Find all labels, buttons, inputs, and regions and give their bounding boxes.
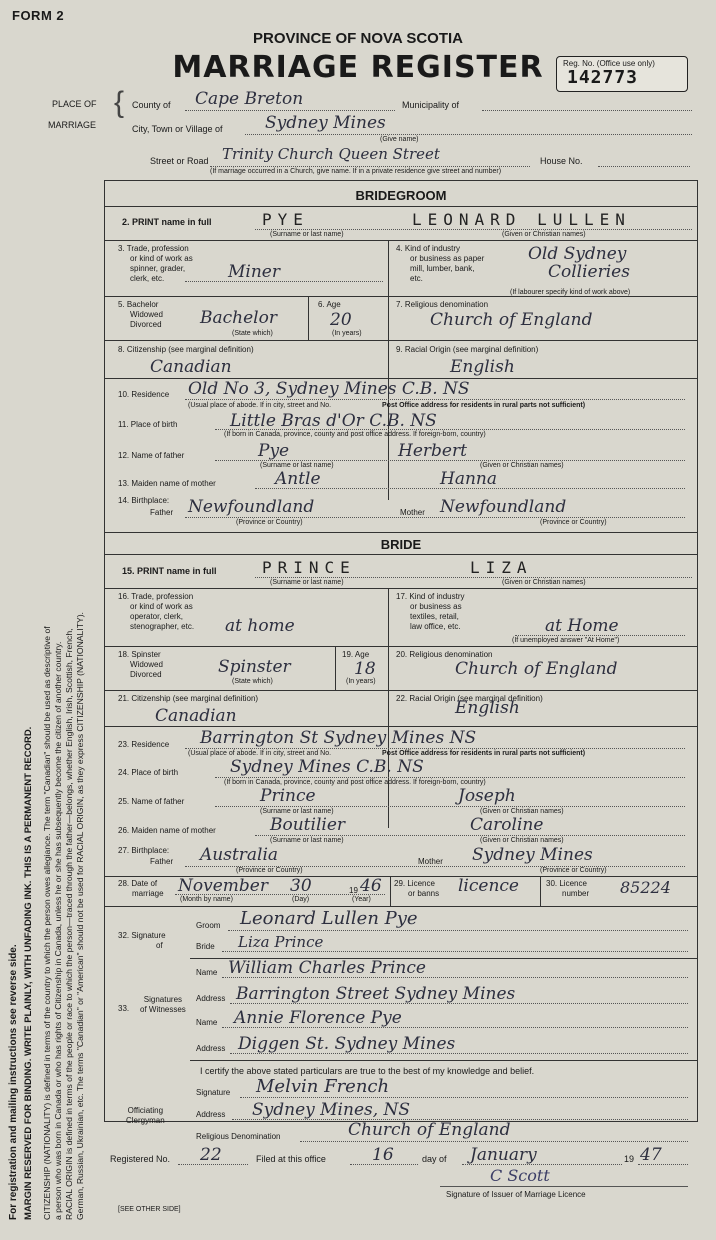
groom-trade-label: 3. Trade, profession or kind of work as spinner, grader, clerk, etc. xyxy=(118,244,193,283)
groom-mother-prov-caption: (Province or Country) xyxy=(540,519,607,526)
bride-industry-label: 17. Kind of industry or business as textiles, retail, law office, etc. xyxy=(396,592,465,631)
bride-residence-label: 23. Residence xyxy=(118,740,170,749)
filed-month: January xyxy=(470,1145,537,1165)
groom-parents-birthplace-label: 14. Birthplace: xyxy=(118,496,170,505)
bride-birthplace: Sydney Mines C.B. NS xyxy=(230,757,424,777)
bride-religion: Church of England xyxy=(455,659,618,679)
bride-signature: Liza Prince xyxy=(238,933,324,951)
bride-mother-label: 26. Maiden name of mother xyxy=(118,826,216,835)
groom-birthplace-caption: (If born in Canada, province, county and post office address. If foreign-born, country) xyxy=(224,431,486,438)
bride-citizenship-label: 21. Citizenship (see marginal definition) xyxy=(118,694,259,703)
issuer-signature-label: Signature of Issuer of Marriage Licence xyxy=(446,1190,586,1199)
certify-statement: I certify the above stated particulars are true to the best of my knowledge and belief. xyxy=(200,1066,535,1076)
marriage-date-label: 28. Date of marriage xyxy=(118,879,164,898)
groom-father-prov-caption: (Province or Country) xyxy=(236,519,303,526)
groom-industry-1: Old Sydney xyxy=(528,244,627,264)
bride-residence-caption-1: (Usual place of abode. If in city, street and No. xyxy=(188,750,332,757)
bride-trade-label: 16. Trade, profession or kind of work as operator, clerk, stenographer, etc. xyxy=(118,592,195,631)
place-label-2: MARRIAGE xyxy=(48,120,97,130)
margin-line-5: RACIAL ORIGIN is defined in terms of the people or race to which the person—traced through the father—belongs, whether English, Irish, Scottish, French, xyxy=(64,628,74,1220)
groom-father-given: Herbert xyxy=(398,441,467,461)
bride-father-given: Joseph xyxy=(458,786,516,806)
groom-surname: PYE xyxy=(262,210,309,229)
bride-mother-surname-caption: (Surname or last name) xyxy=(270,837,344,844)
groom-industry-label: 4. Kind of industry or business as paper mill, lumber, bank, etc. xyxy=(396,244,485,283)
groom-father-given-caption: (Given or Christian names) xyxy=(480,462,564,469)
groom-state-caption: (State which) xyxy=(232,330,273,337)
margin-line-3: CITIZENSHIP (NATIONALITY) is defined in terms of the country to which the person owes allegiance. The term "Canadian" should be used as descriptive of xyxy=(42,626,52,1220)
day-caption: (Day) xyxy=(292,896,310,903)
bride-age-label: 19. Age xyxy=(342,650,370,659)
bride-origin: English xyxy=(455,698,520,718)
clergy-address-label: Address xyxy=(196,1110,226,1119)
groom-citizenship-label: 8. Citizenship (see marginal definition) xyxy=(118,345,254,354)
witnesses-label: Signatures of Witnesses xyxy=(140,995,186,1014)
clergy-sig-label: Signature xyxy=(196,1088,231,1097)
margin-line-2: MARGIN RESERVED FOR BINDING. WRITE PLAINLY, WITH UNFADING INK. THIS IS A PERMANENT RECORD. xyxy=(23,726,34,1220)
groom-religion: Church of England xyxy=(430,310,593,330)
marriage-day: 30 xyxy=(290,876,312,896)
filed-year-prefix: 19 xyxy=(624,1154,635,1164)
groom-residence-caption-2: Post Office address for residents in rural parts not sufficient) xyxy=(382,402,586,409)
bride-state-caption: (State which) xyxy=(232,678,273,685)
groom-mother-label: 13. Maiden name of mother xyxy=(118,479,216,488)
groom-religion-label: 7. Religious denomination xyxy=(396,300,489,309)
bride-father-surname: Prince xyxy=(260,786,316,806)
witness1-name-label: Name xyxy=(196,968,218,977)
registered-no-label: Registered No. xyxy=(110,1154,171,1164)
groom-origin: English xyxy=(450,357,515,377)
bride-heading: BRIDE xyxy=(380,537,422,552)
county-label: County of xyxy=(132,100,171,110)
bride-sig-label: Bride xyxy=(196,942,215,951)
city-label: City, Town or Village of xyxy=(132,124,223,134)
groom-labourer-caption: (If labourer specify kind of work above) xyxy=(510,289,631,296)
groom-birthplace: Little Bras d'Or C.B. NS xyxy=(230,411,437,431)
filed-year: 47 xyxy=(640,1145,662,1165)
bride-father-prov-caption: (Province or Country) xyxy=(236,867,303,874)
place-label-1: PLACE OF xyxy=(52,99,97,109)
month-caption: (Month by name) xyxy=(180,896,233,903)
bride-name-label: 15. PRINT name in full xyxy=(122,566,217,576)
bride-birthplace-label: 24. Place of birth xyxy=(118,768,179,777)
registered-no: 22 xyxy=(200,1145,222,1165)
bride-surname: PRINCE xyxy=(262,558,356,577)
groom-mother-bp-label: Mother xyxy=(400,508,425,517)
licence-or-banns-label: 29. Licence or banns xyxy=(394,879,440,898)
county-value: Cape Breton xyxy=(195,89,304,109)
bride-given-caption: (Given or Christian names) xyxy=(502,579,586,586)
place-brace: { xyxy=(114,86,125,119)
clergy-religion: Church of England xyxy=(348,1120,511,1140)
groom-father-birthplace: Newfoundland xyxy=(188,497,315,517)
groom-father-label: 12. Name of father xyxy=(118,451,185,460)
clergy-signature: Melvin French xyxy=(256,1076,390,1097)
margin-line-1: For registration and mailing instructions see reverse side. xyxy=(8,944,19,1220)
filed-label: Filed at this office xyxy=(256,1154,326,1164)
page-title: MARRIAGE REGISTER xyxy=(172,50,544,85)
municipality-label: Municipality of xyxy=(402,100,460,110)
bride-mother-birthplace: Sydney Mines xyxy=(472,845,593,865)
bride-birthplace-caption: (If born in Canada, province, county and post office address. If foreign-born, country) xyxy=(224,779,486,786)
bride-unemployed-caption: (If unemployed answer "At Home") xyxy=(512,637,620,644)
groom-residence-caption-1: (Usual place of abode. If in city, street and No. xyxy=(188,402,332,409)
groom-trade: Miner xyxy=(228,262,280,282)
bride-mother-prov-caption: (Province or Country) xyxy=(540,867,607,874)
bride-mother-given-caption: (Given or Christian names) xyxy=(480,837,564,844)
bride-age: 18 xyxy=(354,659,376,679)
bride-father-label: 25. Name of father xyxy=(118,797,185,806)
groom-residence-label: 10. Residence xyxy=(118,390,170,399)
bride-industry: at Home xyxy=(545,616,619,636)
groom-signature: Leonard Lullen Pye xyxy=(240,908,418,929)
groom-father-bp-label: Father xyxy=(150,508,174,517)
bride-status-label: 18. Spinster Widowed Divorced xyxy=(118,650,163,679)
clergy-religion-label: Religious Denomination xyxy=(196,1132,281,1141)
witness1-address-label: Address xyxy=(196,994,226,1003)
groom-status-label: 5. Bachelor Widowed Divorced xyxy=(118,300,163,329)
filed-day: 16 xyxy=(372,1145,394,1165)
bride-parents-birthplace-label: 27. Birthplace: xyxy=(118,846,170,855)
witness2-address-label: Address xyxy=(196,1044,226,1053)
bride-years-caption: (In years) xyxy=(346,678,376,685)
groom-industry-2: Collieries xyxy=(548,262,630,282)
marriage-month: November xyxy=(178,876,268,896)
groom-mother-birthplace: Newfoundland xyxy=(440,497,567,517)
bride-marital-status: Spinster xyxy=(218,657,291,677)
clergy-address: Sydney Mines, NS xyxy=(252,1100,411,1120)
witness1-address: Barrington Street Sydney Mines xyxy=(236,984,516,1004)
officiating-clergyman-label: Officiating Clergyman xyxy=(126,1106,165,1125)
witness2-address: Diggen St. Sydney Mines xyxy=(238,1034,456,1054)
witnesses-number: 33. xyxy=(118,1004,130,1013)
street-label: Street or Road xyxy=(150,156,209,166)
day-of-label: day of xyxy=(422,1154,447,1164)
bride-residence-caption-2: Post Office address for residents in rural parts not sufficient) xyxy=(382,750,586,757)
groom-residence: Old No 3, Sydney Mines C.B. NS xyxy=(188,379,470,399)
street-value: Trinity Church Queen Street xyxy=(222,145,440,163)
signature-of-label: 32. Signature of xyxy=(118,931,166,950)
city-value: Sydney Mines xyxy=(265,113,386,133)
bride-mother-bp-label: Mother xyxy=(418,857,443,866)
see-other-side: [SEE OTHER SIDE] xyxy=(118,1206,181,1213)
issuer-signature: C Scott xyxy=(490,1166,550,1185)
bride-father-given-caption: (Given or Christian names) xyxy=(480,808,564,815)
bride-father-bp-label: Father xyxy=(150,857,174,866)
groom-birthplace-label: 11. Place of birth xyxy=(118,420,178,429)
groom-age: 20 xyxy=(330,310,352,330)
groom-age-label: 6. Age xyxy=(318,300,341,309)
bridegroom-heading: BRIDEGROOM xyxy=(355,188,447,203)
margin-line-6: German, Russian, Ukrainian, etc. The terms "Canadian" or "American" should not be used for RACIAL ORIGIN, as they express CITIZENSHIP (NATIONALITY). xyxy=(75,612,85,1220)
licence-or-banns: licence xyxy=(458,876,519,896)
marriage-year-prefix: 19 xyxy=(349,886,358,895)
reg-number-box xyxy=(556,56,688,92)
bride-trade: at home xyxy=(225,616,295,636)
reg-number-label: Reg. No. (Office use only) xyxy=(563,59,655,68)
bride-religion-label: 20. Religious denomination xyxy=(396,650,493,659)
groom-surname-caption: (Surname or last name) xyxy=(270,231,344,238)
reg-number: 142773 xyxy=(567,67,639,88)
marriage-year: 46 xyxy=(360,876,382,896)
witness2-name: Annie Florence Pye xyxy=(234,1008,402,1028)
groom-sig-label: Groom xyxy=(196,921,221,930)
groom-given-names: LEONARD LULLEN xyxy=(412,210,631,229)
licence-number: 85224 xyxy=(620,878,671,897)
groom-mother-given: Hanna xyxy=(440,469,497,489)
bride-citizenship: Canadian xyxy=(155,706,237,726)
bride-origin-label: 22. Racial Origin (see marginal definition) xyxy=(396,694,543,703)
groom-marital-status: Bachelor xyxy=(200,308,277,328)
groom-given-caption: (Given or Christian names) xyxy=(502,231,586,238)
margin-instructions xyxy=(0,100,86,1240)
province-title: PROVINCE OF NOVA SCOTIA xyxy=(252,30,463,47)
licence-number-label: 30. Licence number xyxy=(546,879,590,898)
bride-father-birthplace: Australia xyxy=(200,845,279,865)
bride-surname-caption: (Surname or last name) xyxy=(270,579,344,586)
give-name-caption: (Give name) xyxy=(380,136,419,143)
bride-mother-surname: Boutilier xyxy=(270,815,346,835)
form-number: FORM 2 xyxy=(12,8,65,23)
witness1-name: William Charles Prince xyxy=(228,958,426,978)
year-caption: (Year) xyxy=(352,896,371,903)
street-note: (If marriage occurred in a Church, give name. If in a private residence give street and number) xyxy=(210,168,502,175)
groom-years-caption: (In years) xyxy=(332,330,362,337)
groom-mother-surname: Antle xyxy=(275,469,321,489)
bride-father-surname-caption: (Surname or last name) xyxy=(260,808,334,815)
groom-origin-label: 9. Racial Origin (see marginal definition) xyxy=(396,345,539,354)
witness2-name-label: Name xyxy=(196,1018,218,1027)
groom-father-surname-caption: (Surname or last name) xyxy=(260,462,334,469)
bride-mother-given: Caroline xyxy=(470,815,544,835)
bride-given-names: LIZA xyxy=(470,558,533,577)
groom-name-label: 2. PRINT name in full xyxy=(122,217,212,227)
groom-citizenship: Canadian xyxy=(150,357,232,377)
house-label: House No. xyxy=(540,156,583,166)
margin-line-4: a person who was born in Canada or who has rights of Citizenship in Canada, unless he or she has subsequently become the citizen of another country. xyxy=(53,641,63,1220)
bride-residence: Barrington St Sydney Mines NS xyxy=(200,728,477,748)
groom-father-surname: Pye xyxy=(258,441,290,461)
